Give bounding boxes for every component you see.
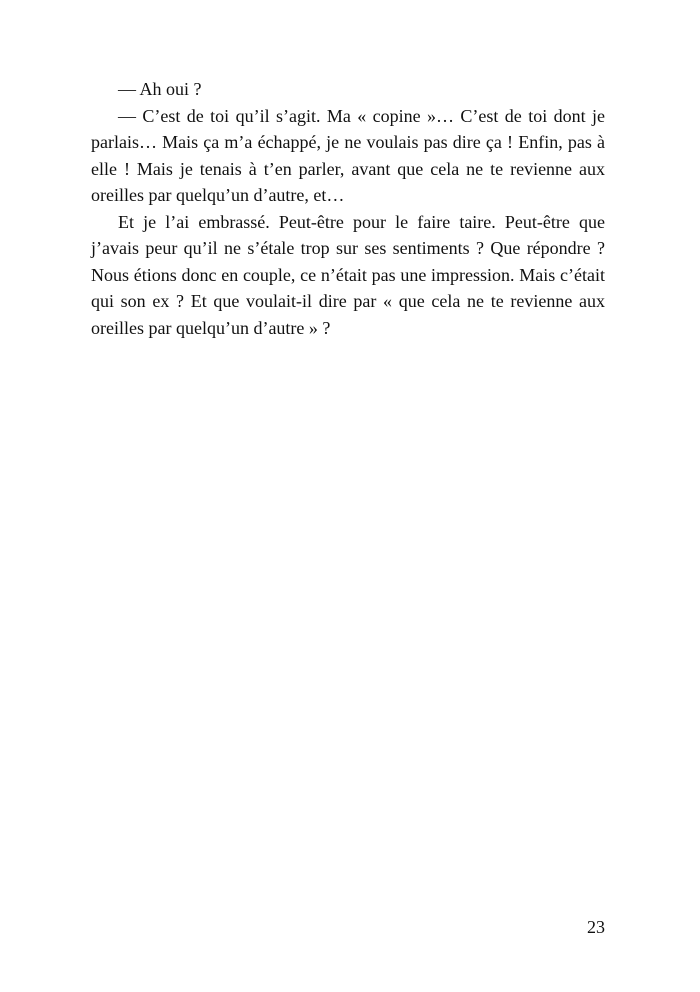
- paragraph-dialogue-ah-oui: — Ah oui ?: [118, 79, 202, 99]
- body-text: [91, 76, 605, 341]
- paragraph-dialogue-copine: — C’est de toi qu’il s’agit. Ma « copine »… C’est de toi dont je parlais… Mais ça m’a échappé, je ne voulais pas dire ça ! Enfin, pas à elle ! Mais je tenais à t’en parler, avant que cela ne te revienne aux oreilles par quelqu’un d’autre, et…: [91, 105, 605, 205]
- paragraph-narration-embrasse: Et je l’ai embrassé. Peut-être pour le faire taire. Peut-être que j’avais peur qu’il ne s’étale trop sur ses sentiments ? Que répondre ? Nous étions donc en couple, ce n’était pas une impression. Mais c’était qui son ex ? Et que voulait-il dire par « que cela ne te revienne aux oreilles par quelqu’un d’autre » ?: [91, 211, 605, 338]
- page-number: 23: [587, 917, 605, 937]
